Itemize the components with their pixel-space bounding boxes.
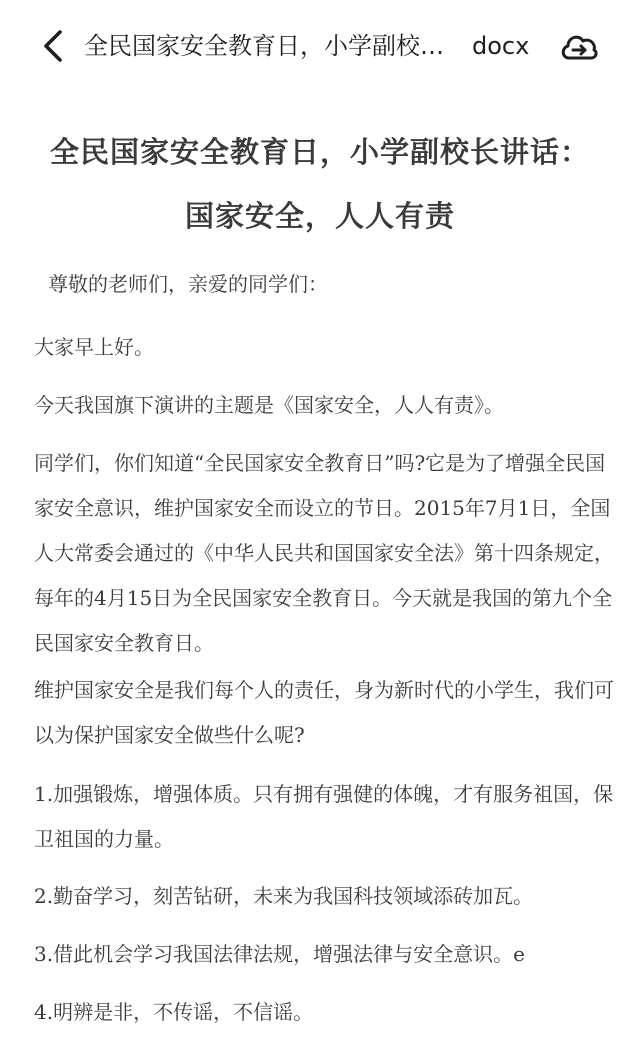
list-item-3: 3.借此机会学习我国法律法规，增强法律与安全意识。e: [34, 942, 525, 966]
document-heading-line-1: 全民国家安全教育日，小学副校长讲话：: [49, 135, 590, 169]
list-item-4: 4.明辨是非，不传谣，不信谣。: [34, 1000, 314, 1024]
document-heading-line-2: 国家安全，人人有责: [184, 199, 455, 233]
intro-paragraph: 同学们，你们知道“全民国家安全教育日”吗?它是为了增强全民国家安全意识，维护国家安全而设立的节日。2015年7月1日，全国人大常委会通过的《中华人民共和国国家安全法》第十四条规定，每年的4月15日为全民国家安全教育日。今天就是我国的第九个全民国家安全教育日。: [34, 451, 614, 655]
back-button[interactable]: [38, 28, 72, 64]
cloud-upload-button[interactable]: [558, 26, 600, 66]
list-item-2: 2.勤奋学习，刻苦钻研，未来为我国科技领域添砖加瓦。: [34, 884, 534, 908]
document-title: 全民国家安全教育日，小学副校…: [84, 32, 444, 60]
file-extension-label: docx: [472, 32, 530, 60]
chevron-left-icon: [38, 28, 72, 64]
duty-paragraph: 维护国家安全是我们每个人的责任，身为新时代的小学生，我们可以为保护国家安全做些什么呢?: [34, 678, 614, 747]
top-navigation-bar: [0, 0, 640, 92]
list-item-1: 1.加强锻炼，增强体质。只有拥有强健的体魄，才有服务祖国，保卫祖国的力量。: [34, 782, 614, 851]
salutation-paragraph: 尊敬的老师们，亲爱的同学们：: [48, 272, 328, 296]
greeting-paragraph: 大家早上好。: [34, 335, 154, 359]
topic-paragraph: 今天我国旗下演讲的主题是《国家安全，人人有责》。: [34, 393, 504, 417]
cloud-upload-icon: [558, 26, 600, 66]
